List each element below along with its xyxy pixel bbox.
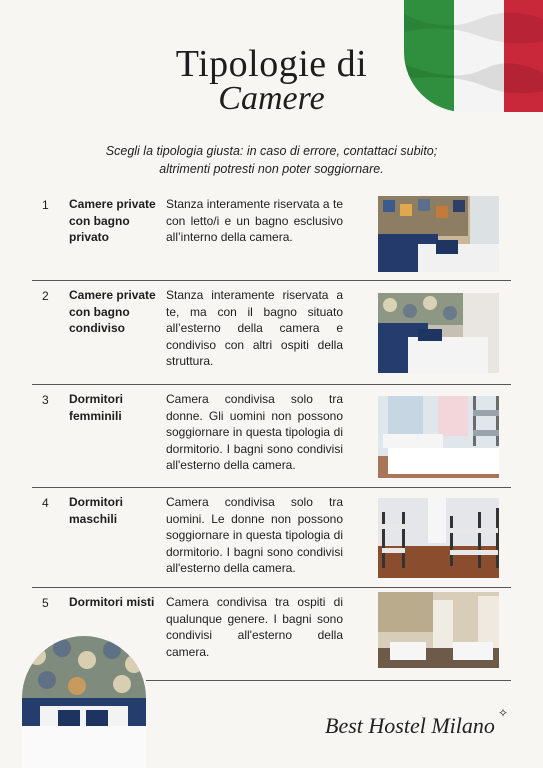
sparkle-icon: ✧: [498, 706, 509, 720]
room-photo: [378, 196, 499, 272]
room-title: Camere private con bagno privato: [69, 197, 156, 244]
room-number: 5: [42, 596, 49, 610]
title-line-2: Camere: [218, 80, 325, 117]
intro-text: [70, 142, 473, 178]
intro-line-1: Scegli la tipologia giusta: in caso di errore, contattaci subito;: [105, 144, 438, 158]
room-title: Dormitori maschili: [69, 495, 123, 526]
row-divider: [146, 680, 511, 681]
brand-signature: Best Hostel Milano: [325, 713, 495, 738]
room-description: Camera condivisa tra ospiti di qualunque genere. I bagni sono condivisi all'esterno della camera.: [166, 595, 343, 659]
room-row-1: [32, 196, 511, 276]
room-title: Dormitori femminili: [69, 392, 123, 423]
row-divider: [32, 487, 511, 488]
room-number: 4: [42, 496, 49, 510]
intro-line-2: altrimenti potresti non poter soggiornare.: [159, 162, 384, 176]
row-divider: [32, 587, 511, 588]
room-title: Camere private con bagno condiviso: [69, 288, 156, 335]
room-description: Stanza interamente riservata a te con letto/i e un bagno esclusivo all’interno della camera.: [166, 197, 343, 244]
room-number: 1: [42, 198, 49, 212]
room-description: Stanza interamente riservata a te, ma con il bagno situato all’esterno della camera e condiviso con altri ospiti della struttura.: [166, 288, 343, 368]
room-row-3: [32, 391, 511, 481]
room-number: 2: [42, 289, 49, 303]
room-photo: [378, 396, 499, 478]
row-divider: [32, 384, 511, 385]
room-row-4: [32, 494, 511, 584]
title-line-1: Tipologie di: [175, 43, 368, 85]
room-row-2: [32, 287, 511, 382]
room-title: Dormitori misti: [69, 595, 155, 609]
room-photo: [378, 498, 499, 578]
room-description: Camera condivisa solo tra uomini. Le donne non possono soggiornare in questa tipologia di dormitorio. I bagni sono condivisi all'esterno della camera.: [166, 495, 343, 575]
room-number: 3: [42, 393, 49, 407]
room-description: Camera condivisa solo tra donne. Gli uomini non possono soggiornare in questa tipologia di dormitorio. I bagni sono condivisi all'esterno della camera.: [166, 392, 343, 472]
bedroom-photo: [22, 636, 146, 768]
room-photo: [378, 592, 499, 668]
page-title: [0, 44, 543, 116]
room-photo: [378, 293, 499, 373]
row-divider: [32, 280, 511, 281]
